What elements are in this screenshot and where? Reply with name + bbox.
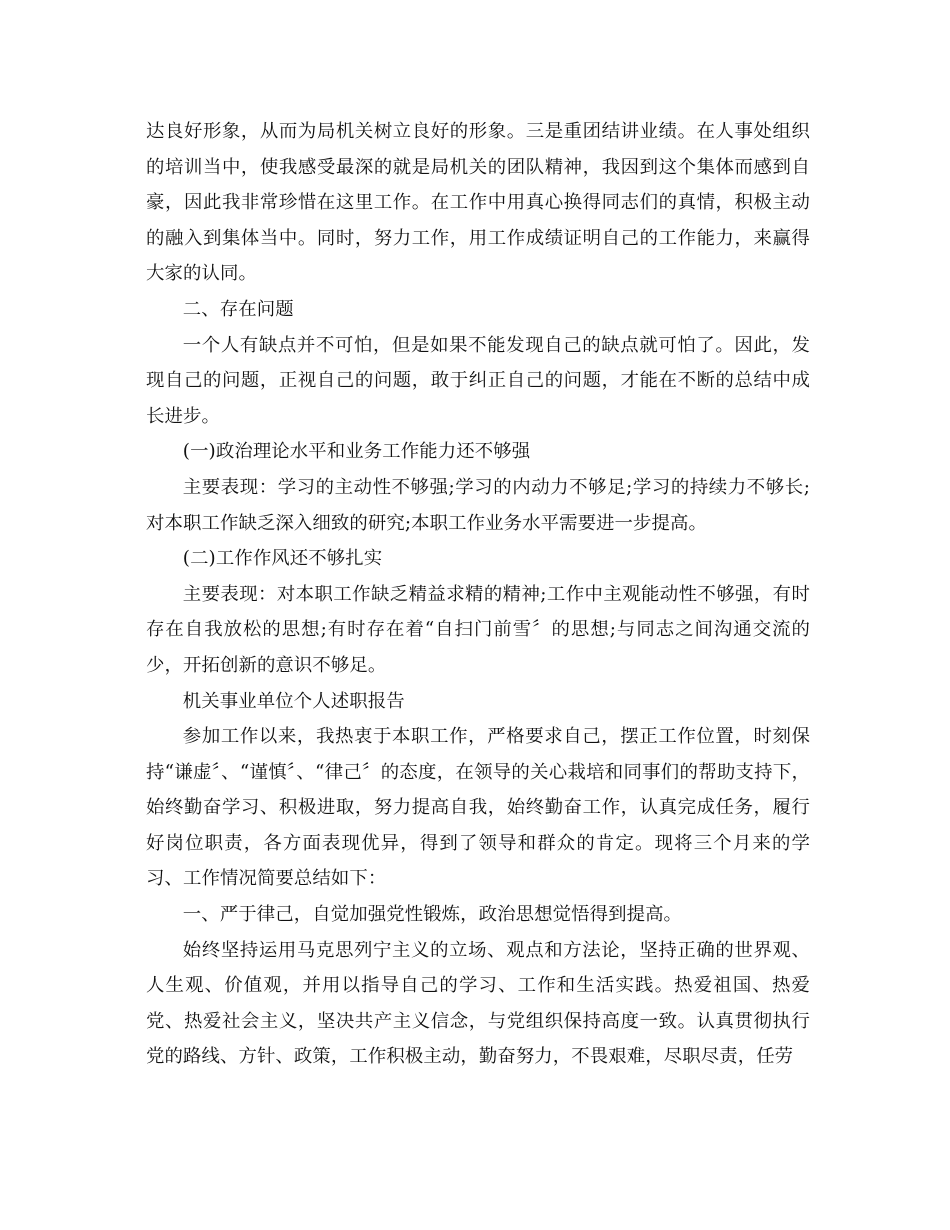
paragraph-theory-manifestation: 主要表现：学习的主动性不够强;学习的内动力不够足;学习的持续力不够长;对本职工作缺乏深入细致的研究;本职工作业务水平需要进一步提高。	[146, 476, 810, 534]
paragraph-work-style-manifestation: 主要表现：对本职工作缺乏精益求精的精神;工作中主观能动性不够强，有时存在自我放松的思想;有时存在着“自扫门前雪〞的思想;与同志之间沟通交流的少，开拓创新的意识不够足。	[146, 583, 810, 676]
paragraph-continuation: 达良好形象，从而为局机关树立良好的形象。三是重团结讲业绩。在人事处组织的培训当中，使我感受最深的就是局机关的团队精神，我因到这个集体而感到自豪，因此我非常珍惜在这里工作。在工作中用真心换得同志们的真情，积极主动的融入到集体当中。同时，努力工作，用工作成绩证明自己的工作能力，来赢得大家的认同。	[146, 121, 810, 285]
document-body	[146, 114, 810, 1075]
paragraph-report-intro: 参加工作以来，我热衷于本职工作，严格要求自己，摆正工作位置，时刻保持“谦虚〞、“谨慎〞、“律己〞的态度，在领导的关心栽培和同事们的帮助支持下，始终勤奋学习、积极进取，努力提高自我，始终勤奋工作，认真完成任务，履行好岗位职责，各方面表现优异，得到了领导和群众的肯定。现将三个月来的学习、工作情况简要总结如下：	[146, 726, 810, 890]
paragraph-shortcomings: 一个人有缺点并不可怕，但是如果不能发现自己的缺点就可怕了。因此，发现自己的问题，正视自己的问题，敢于纠正自己的问题，才能在不断的总结中成长进步。	[146, 334, 810, 427]
section-heading-discipline: 一、严于律己，自觉加强党性锻炼，政治思想觉悟得到提高。	[182, 904, 683, 926]
subheading-political-theory: (一)政治理论水平和业务工作能力还不够强	[182, 441, 531, 463]
section-heading-problems: 二、存在问题	[182, 298, 294, 320]
report-title: 机关事业单位个人述职报告	[182, 690, 405, 712]
subheading-work-style: (二)工作作风还不够扎实	[182, 548, 383, 570]
paragraph-ideology: 始终坚持运用马克思列宁主义的立场、观点和方法论，坚持正确的世界观、人生观、价值观，并用以指导自己的学习、工作和生活实践。热爱祖国、热爱党、热爱社会主义，坚决共产主义信念，与党组织保持高度一致。认真贯彻执行党的路线、方针、政策，工作积极主动，勤奋努力，不畏艰难，尽职尽责，任劳	[146, 939, 810, 1068]
